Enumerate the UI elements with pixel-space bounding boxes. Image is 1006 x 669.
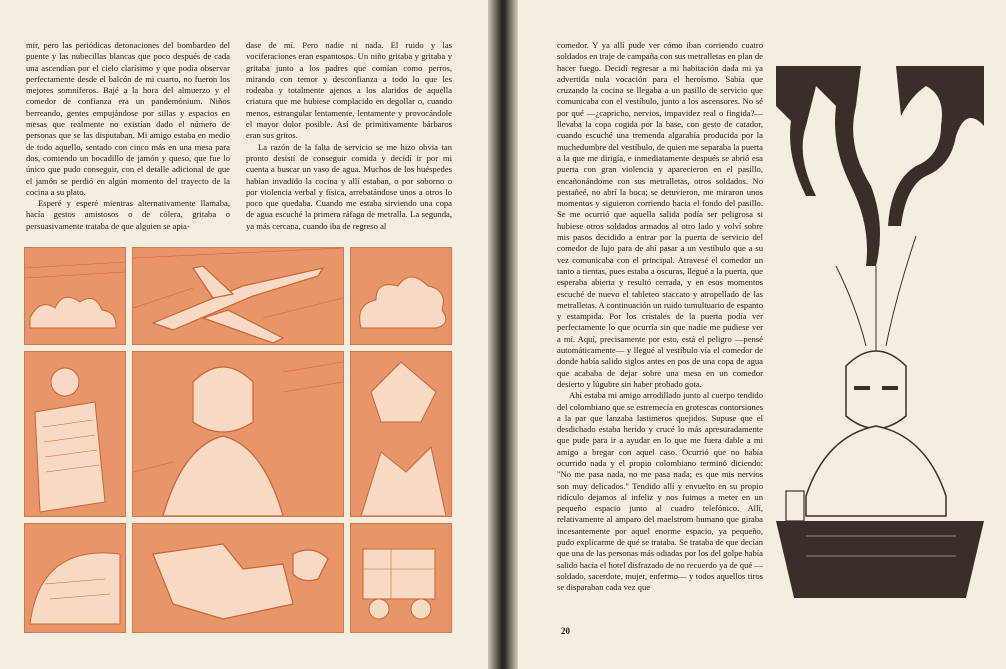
left-page [0,0,488,669]
paragraph: mir, pero las periódicas detonaciones del bombardeo del puente y las nubecillas blancas que poco después de cada una ascendían por el cielo clarísimo y que podía observar perfectamente desde el balcón de mi cuarto, no fueron los mejores somníferos. Bajé a la hora del almuerzo y el comedor de confianza era un pandemónium. Niños berreando, gentes empujándose por sillas y espacios en mesas que realmente no existían dado el número de personas que se las disputaban. Mi amigo estaba en medio de todo aquello, sentado con cinco más en una mesa para dos, comiendo un bocadillo de jamón y queso, que fue lo único que pudo conseguir, con el detalle adicional de que el jamón se perdió en algún momento del trayecto de la cocina a su plato. [26,40,230,197]
map-hand-panel [132,523,344,633]
orange-illustration-grid [24,247,452,633]
right-text-column [557,40,763,618]
man-portrait-panel [132,351,344,517]
paragraph: Esperé y esperé mientras alternativamente llamaba, hacía gestos amistosos o de cólera, gritaba o persuasivamente trataba de que alguien se apia- [26,198,230,231]
newspaper-reader-panel [24,351,126,517]
smoke-panel [350,247,452,345]
paragraph: Ahí estaba mi amigo arrodillado junto al cuerpo tendido del colombiano que se estremecía en grotescas contorsiones a la par que lanzaba lastimeros quejidos. Supuse que el desdichado estaba herido y crucé lo más apresuradamente que pude para ir a ayudar en lo que me fuera dable a mi amigo a bregar con aquel caso. Ocurrió que no había ocurrido nada y el propio colombiano terminó diciendo: "No me pasa nada, no me pasa nada; es que mis nervios son muy delicados." Tendido allí y envuelto en su propio ridículo dejamos al infeliz y nos fuimos a meter en un pequeño espacio junto al cuadro telefónico. Allí, relativamente al amparo del maelstrom humano que giraba incesantemente por aquel enorme espacio, ya pequeño, pudo explicarme de qué se trataba. Se trataba de que decían que una de las personas más odiadas por los del golpe había salido hacia el hotel disfrazado de no recuerdo ya de qué —soldado, sacerdote, mujer, enfermo— y todos aquellos tiros se disparaban cada vez que [557,390,763,593]
right-page [518,0,1006,669]
tree-head-illustration [776,66,984,598]
paragraph: dase de mí. Pero nadie ni nada. El ruido y las vociferaciones eran espantosos. Un niño gritaba y gritaba y gritaba junto a los padres que comían como perros, mirando con temor y desconfianza a todo lo que les rodeaba y totalmente ajenos a los alaridos de aquella criatura que me hubiese complacido en degollar o, cuando menos, estrangular lentamente, lentamente y provocándole el mayor dolor posible. Así de primitivamente bárbaros eran sus gritos. [246,40,452,141]
explosion-panel [350,351,452,517]
dome-panel [24,523,126,633]
page-number: 20 [561,626,570,636]
airplane-panel [132,247,344,345]
vehicle-panel [350,523,452,633]
left-text-column-1 [26,40,230,252]
paragraph: La razón de la falta de servicio se me hizo obvia tan pronto desistí de conseguir comida y decidí ir por mi cuenta a buscar un vaso de agua. Muchos de los huéspedes habían invadido la cocina y allí estaban, o por soborno o por violencia verbal y física, arrebatándose unos a otros lo poco que quedaba. Cuando me estaba sirviendo una copa de agua escuché la primera ráfaga de metralla. La segunda, ya más cercana, cuando iba de regreso al [246,141,452,231]
book-spine [488,0,518,669]
clouds-panel [24,247,126,345]
left-text-column-2 [246,40,452,272]
paragraph: comedor. Y ya allí pude ver cómo iban corriendo cuatro soldados en traje de campaña con sus metralletas en plan de hacer fuego. Decidí regresar a mi habitación dada mi ya advertida nula vocación para el heroísmo. Sabía que cruzando la cocina se llegaba a un pasillo de servicio que comunicaba con el vestíbulo, junto a los ascensores. No sé por qué —¿capricho, nervios, impavidez real o fingida?— llevaba la copa cogida por la base, con gesto de catador, cuando escuché una tremenda algarabía producida por la muchedumbre del vestíbulo, de quien me separaba la puerta a la que me dirigía, e inmediatamente después se abrió esa puerta con gran violencia y aparecieron en el pasillo, encañonándome con sus metralletas, otros soldados. No pestañeé, no abrí la boca; se detuvieron, me miraron unos momentos y siguieron corriendo hacia el fondo del pasillo. Se me ocurrió que aquella salida podía ser peligrosa si hubiese otros soldados armados al otro lado y volví sobre mis pasos decidido a entrar por la puerta de servicio del comedor de lujo para de ahí pasar a un vestíbulo que a su vez comunicaba con el principal. Atravesé el comedor un tanto a tientas, pues estaba a oscuras, llegué a la puerta, que esperaba abierta y resultó cerrada, y en esos momentos escuché de nuevo el tableteo staccato y atropellado de las metralletas. A continuación un ruido tumultuario de espanto y estampida. Por los cristales de la puerta podía ver perfectamente lo que ocurría sin que nadie me pudiese ver a mí. Aquí, precisamente por esto, está el peligro —pensé automáticamente— y llegué al vestíbulo vía el comedor de donde había salido siglos antes en pos de una copa de agua que acababa de dejar sobre una mesa en un comedor desierto y lúgubre sin haber probado gota. [557,40,763,389]
